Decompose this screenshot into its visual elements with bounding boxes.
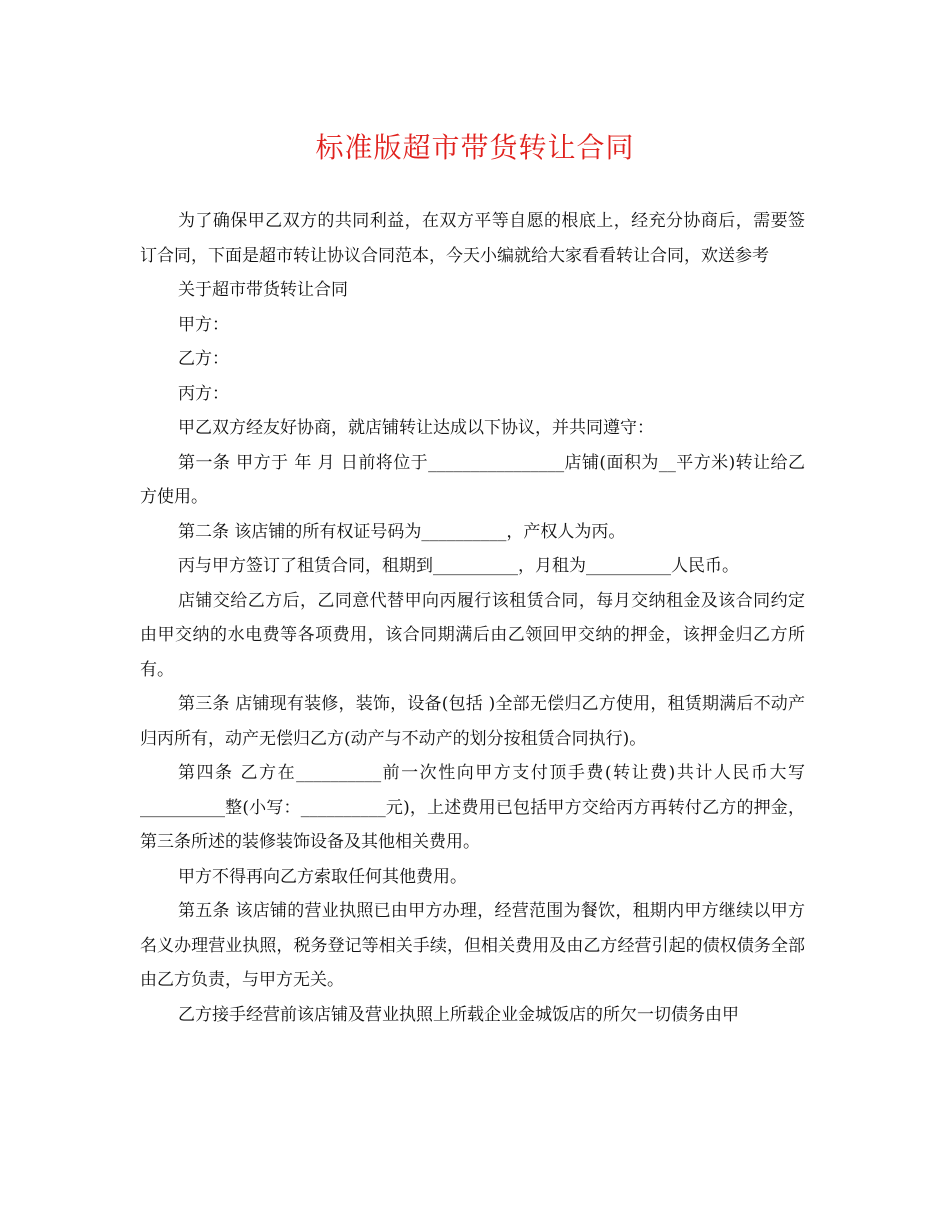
- paragraph-handover: 店铺交给乙方后，乙同意代替甲向丙履行该租赁合同，每月交纳租金及该合同约定由甲交纳的水电费等各项费用，该合同期满后由乙领回甲交纳的押金，该押金归乙方所有。: [140, 590, 805, 680]
- paragraph-article-5: 第五条 该店铺的营业执照已由甲方办理，经营范围为餐饮，租期内甲方继续以甲方名义办理营业执照，税务登记等相关手续，但相关费用及由乙方经营引起的债权债务全部由乙方负责，与甲方无关。: [140, 901, 805, 990]
- paragraph-party-b: 乙方：: [178, 349, 229, 369]
- document-title: 标准版超市带货转让合同: [315, 131, 635, 164]
- paragraph-no-other-fees: 甲方不得再向乙方索取任何其他费用。: [178, 866, 467, 887]
- paragraph-debts: 乙方接手经营前该店铺及营业执照上所载企业金城饭店的所欠一切债务由甲: [178, 1004, 739, 1025]
- paragraph-heading: 关于超市带货转让合同: [178, 280, 348, 300]
- paragraph-article-3: 第三条 店铺现有装修，装饰，设备(包括 )全部无偿归乙方使用，租赁期满后不动产归丙所有，动产无偿归乙方(动产与不动产的划分按租赁合同执行)。: [140, 694, 805, 749]
- paragraph-article-2: 第二条 该店铺的所有权证号码为__________，产权人为丙。: [178, 521, 626, 542]
- paragraph-intro: 为了确保甲乙双方的共同利益，在双方平等自愿的根底上，经充分协商后，需要签订合同，下面是超市转让协议合同范本，今天小编就给大家看看转让合同，欢送参考: [140, 211, 805, 266]
- paragraph-article-1: 第一条 甲方于 年 月 日前将位于________________店铺(面积为__平方米)转让给乙方使用。: [140, 452, 805, 507]
- paragraph-party-c: 丙方：: [178, 383, 229, 404]
- paragraph-lease: 丙与甲方签订了租赁合同，租期到__________，月租为__________人民币。: [178, 556, 739, 576]
- paragraph-party-a: 甲方：: [178, 314, 229, 335]
- document-body: [140, 204, 805, 1032]
- paragraph-article-4: 第四条 乙方在__________前一次性向甲方支付顶手费(转让费)共计人民币大写__________整(小写：__________元)，上述费用已包括甲方交给丙方再转付乙方的押金，第三条所述的装修装饰设备及其他相关费用。: [140, 763, 805, 852]
- paragraph-agreement: 甲乙双方经友好协商，就店铺转让达成以下协议，并共同遵守：: [178, 418, 654, 438]
